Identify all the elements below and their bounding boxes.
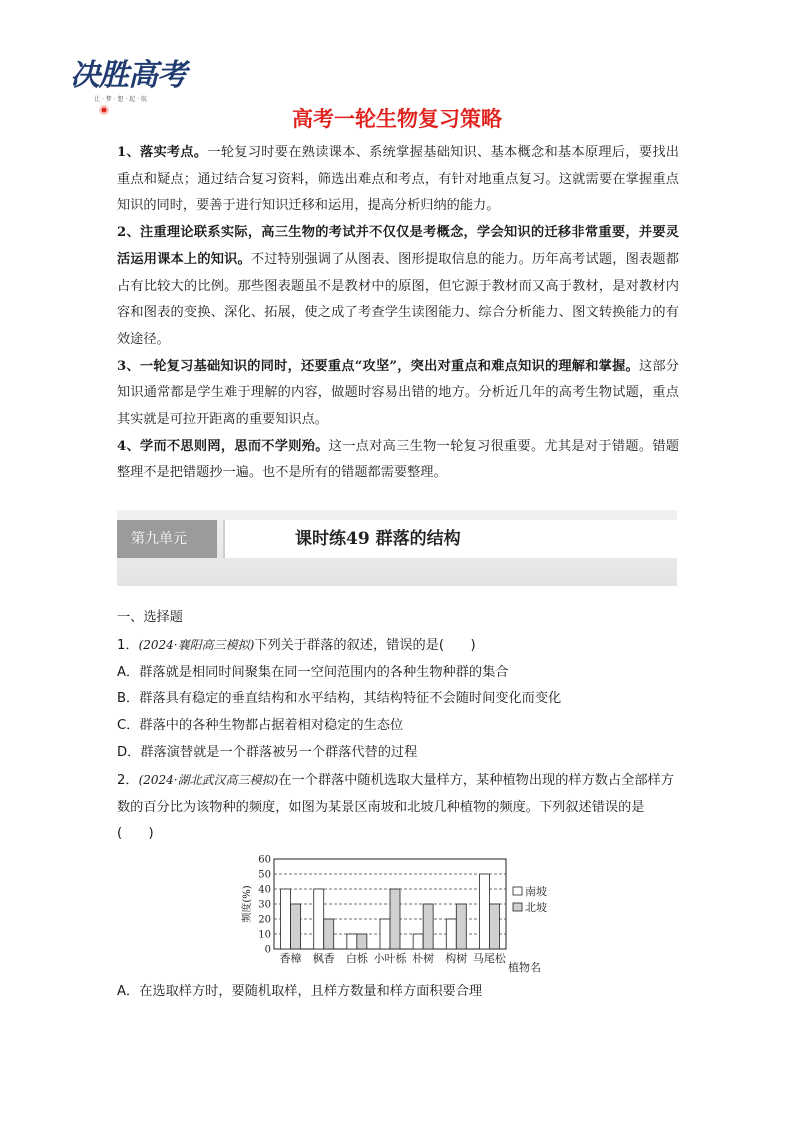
page-title: 高考一轮生物复习策略 xyxy=(292,107,502,131)
frequency-bar-chart xyxy=(240,850,570,978)
legend-label: 北坡 xyxy=(525,901,547,914)
x-axis-label: 植物名 xyxy=(508,961,541,974)
questions xyxy=(117,605,679,848)
q2-option-a: A．在选取样方时，要随机取样，且样方数量和样方面积要合理 xyxy=(117,984,483,999)
bar-north xyxy=(423,904,433,949)
strategy-section xyxy=(117,140,679,487)
section-heading: 一、选择题 xyxy=(117,610,183,625)
y-tick-label: 20 xyxy=(258,914,271,926)
strategy-body: 一轮复习时要在熟读课本、系统掌握基础知识、基本概念和基本原理后，要找出重点和疑点；通过结合复习资料，筛选出难点和考点，有针对地重点复习。这就需要在掌握重点知识的同时，要善于进行知识迁移和运用，提高分析归纳的能力。 xyxy=(117,145,679,214)
strategy-body: 这一点对高三生物一轮复习很重要。尤其是对于错题。错题整理不是把错题抄一遍。也不是所有的错题都需要整理。 xyxy=(117,438,679,481)
strategy-paragraph xyxy=(117,140,679,220)
bar-north xyxy=(390,889,400,949)
strategy-paragraph xyxy=(117,354,679,434)
y-axis-label: 频度(%) xyxy=(242,885,253,923)
logo-subtitle: 让 · 梦 · 想 · 起 · 航 xyxy=(94,96,147,103)
y-tick-label: 50 xyxy=(258,869,271,881)
x-tick-label: 构树 xyxy=(445,952,468,965)
legend-swatch xyxy=(513,887,522,895)
x-tick-label: 马尾松 xyxy=(472,952,506,965)
y-tick-label: 40 xyxy=(258,884,271,896)
bar-north xyxy=(324,919,334,949)
legend-swatch xyxy=(513,903,522,911)
question-source: (2024·襄阳高三模拟) xyxy=(138,637,255,652)
strategy-body: 不过特别强调了从图表、图形提取信息的能力。历年高考试题，图表题都占有比较大的比例。那些图表题虽不是教材中的原图，但它源于教材而又高于教材，是对教材内容和图表的变换、深化、拓展，使之成了考查学生读图能力、综合分析能力、图文转换能力的有效途径。 xyxy=(117,251,679,347)
bar-south xyxy=(479,874,489,949)
y-tick-label: 30 xyxy=(258,899,271,911)
lesson-title-box xyxy=(223,520,679,558)
option-c: C．群落中的各种生物都占据着相对稳定的生态位 xyxy=(117,718,404,734)
bar-south xyxy=(380,919,390,949)
bar-south xyxy=(281,889,291,949)
strategy-paragraph xyxy=(117,220,679,354)
strategy-lead: 3、一轮复习基础知识的同时，还要重点“攻坚”，突出对重点和难点知识的理解和掌握。 xyxy=(117,358,639,374)
bar-north xyxy=(357,934,367,949)
y-tick-label: 10 xyxy=(258,929,271,941)
logo-text: 决胜高考 xyxy=(70,58,186,93)
lesson-title: 课时练49 群落的结构 xyxy=(295,529,461,549)
question-2 xyxy=(117,767,679,848)
bar-south xyxy=(314,889,324,949)
bar-south xyxy=(413,934,423,949)
option-d: D．群落演替就是一个群落被另一个群落代替的过程 xyxy=(117,744,418,760)
option-b: B．群落具有稳定的垂直结构和水平结构，其结构特征不会随时间变化而变化 xyxy=(117,691,562,707)
bar-south xyxy=(446,919,456,949)
legend-label: 南坡 xyxy=(525,885,547,898)
x-tick-label: 小叶栎 xyxy=(373,952,407,965)
x-tick-label: 白栎 xyxy=(345,952,368,965)
question-number: 2． xyxy=(117,772,139,788)
unit-tab: 第九单元 xyxy=(117,520,217,558)
bar-north xyxy=(456,904,466,949)
question-stem: 在一个群落中随机选取大量样方，某种植物出现的样方数占全部样方数的百分比为该物种的频度，如图为某景区南坡和北坡几种植物的频度。下列叙述错误的是( ) xyxy=(117,772,674,842)
option-a: A．群落就是相同时间聚集在同一空间范围内的各种生物种群的集合 xyxy=(117,664,509,680)
question-number: 1． xyxy=(117,637,139,653)
bar-north xyxy=(291,904,301,949)
x-tick-label: 香樟 xyxy=(279,952,302,965)
strategy-lead: 1、落实考点。 xyxy=(117,145,208,160)
question-source: (2024·湖北武汉高三模拟) xyxy=(138,772,279,787)
strategy-lead: 2、注重理论联系实际，高三生物的考试并不仅仅是考概念，学会知识的迁移非常重要，并要灵活运用课本上的知识。 xyxy=(117,225,679,267)
x-tick-label: 枫香 xyxy=(312,952,335,965)
y-tick-label: 0 xyxy=(264,944,271,956)
y-tick-label: 60 xyxy=(258,854,271,866)
bar-south xyxy=(347,934,357,949)
question-1 xyxy=(117,632,679,660)
strategy-paragraph xyxy=(117,434,679,487)
x-tick-label: 朴树 xyxy=(412,952,435,965)
strategy-lead: 4、学而不思则罔，思而不学则殆。 xyxy=(117,438,329,454)
lesson-banner xyxy=(117,510,677,586)
bar-north xyxy=(489,904,499,949)
question-stem: 下列关于群落的叙述，错误的是( ) xyxy=(254,637,476,653)
strategy-body: 这部分知识通常都是学生难于理解的内容，做题时容易出错的地方。分析近几年的高考生物试题，重点其实就是可拉开距离的重要知识点。 xyxy=(117,358,679,428)
